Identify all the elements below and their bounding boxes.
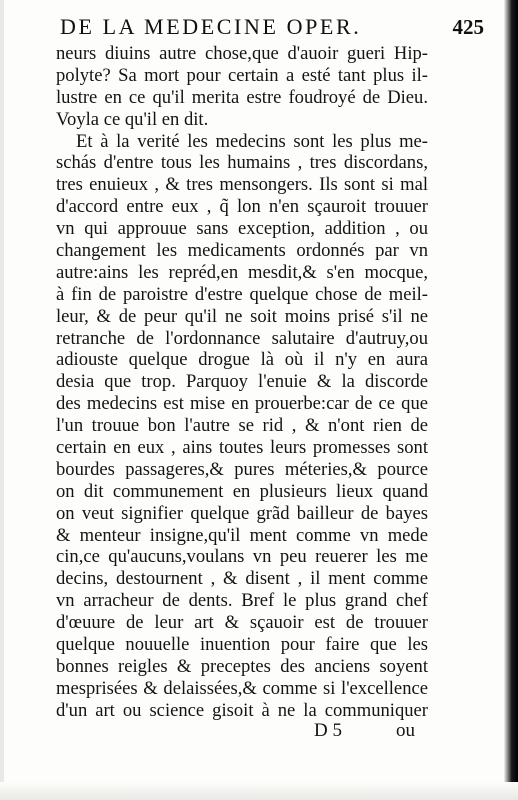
page-bottom-edge — [0, 782, 518, 800]
page-left-edge — [0, 0, 4, 800]
text-line: decins, destournent , & disent , il ment comme — [56, 568, 428, 590]
text-line: polyte? Sa mort pour certain a esté tant plus il- — [56, 64, 428, 86]
text-line: lustre en ce qu'il merita estre foudroyé de Dieu. — [56, 86, 428, 108]
signature-mark: D 5 — [314, 720, 342, 741]
page-number: 425 — [452, 15, 484, 39]
text-line: on dit communement en plusieurs lieux quand — [56, 480, 428, 502]
text-line: bonnes reigles & preceptes des anciens soyent — [56, 655, 428, 677]
text-line: bourdes passageres,& pures méteries,& pource — [56, 458, 428, 480]
text-line: certain en eux , ains toutes leurs promesses sont — [56, 437, 428, 459]
text-line: cin,ce qu'aucuns,voulans vn peu reuerer les me — [56, 546, 428, 568]
text-line: tres enuieux , & tres mensongers. Ils sont si mal — [56, 174, 428, 196]
text-line: Voyla ce qu'il en dit. — [56, 108, 209, 130]
text-line: Et à la verité les medecins sont les plus me- — [76, 130, 428, 152]
text-line: & menteur insigne,qu'il ment comme vn mede — [56, 524, 428, 546]
text-line: à fin de paroistre d'estre quelque chose de meil- — [56, 283, 428, 305]
catchword: ou — [396, 720, 415, 741]
page-binding-shadow — [504, 0, 518, 800]
text-line: d'accord entre eux , q̃ lon n'en sçauroit trouuer — [56, 196, 428, 218]
text-line: changement les medicaments ordonnés par vn — [56, 240, 428, 262]
text-line: retranche de l'ordonnance salutaire d'autruy,ou — [56, 327, 428, 349]
text-line: on veut signifier quelque grãd bailleur de bayes — [56, 502, 428, 524]
text-line: des medecins est mise en prouerbe:car de ce que — [56, 393, 428, 415]
text-line: d'un art ou science gisoit à ne la communiquer — [56, 699, 428, 721]
text-line: vn qui approuue sans exception, addition , ou — [56, 218, 428, 240]
text-line: d'œuure de leur art & sçauoir est de trouuer — [56, 612, 428, 634]
text-line: neurs diuins autre chose,que d'auoir gueri Hip- — [56, 43, 428, 64]
text-line: l'un trouue bon l'autre se rid , & n'ont rien de — [56, 415, 428, 437]
text-line: mesprisées & delaissées,& comme si l'excellence — [56, 677, 428, 699]
page-footer — [56, 720, 428, 744]
text-line: leur, & de peur qu'il ne soit moins prisé s'il ne — [56, 305, 428, 327]
text-line: schás d'entre tous les humains , tres discordans, — [56, 152, 428, 174]
running-head: DE LA MEDECINE OPER. — [60, 14, 362, 39]
text-line: adiouste quelque drogue là où il n'y en aura — [56, 349, 428, 371]
body-text — [56, 43, 428, 722]
text-line: desia que trop. Parquoy l'enuie & la discorde — [56, 371, 428, 393]
text-line: vn arracheur de dents. Bref le plus grand chef — [56, 590, 428, 612]
text-line: quelque nouuelle inuention pour faire que les — [56, 634, 428, 656]
text-line: autre:ains les repréd,en mesdit,& s'en mocque, — [56, 261, 428, 283]
page-header — [48, 12, 488, 42]
